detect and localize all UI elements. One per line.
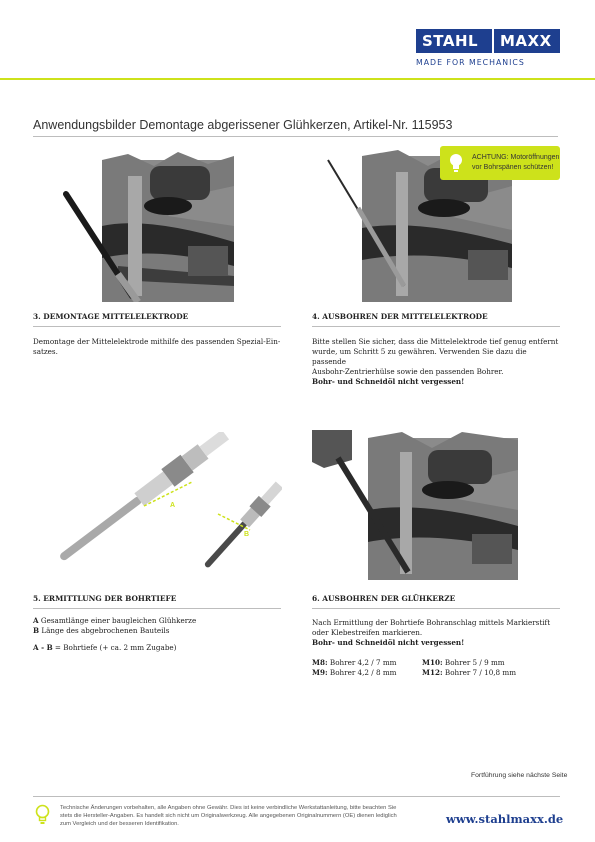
- section-5-title: 5. ERMITTLUNG DER BOHRTIEFE: [33, 594, 177, 603]
- legend-b: B Länge des abgebrochenen Bauteils: [33, 626, 170, 635]
- section-3-line-2: satzes.: [33, 347, 58, 356]
- section-6-title: 6. AUSBOHREN DER GLÜHKERZE: [312, 594, 456, 603]
- drill-row: [312, 668, 532, 678]
- photo-step6-drilling-glow-plug: [312, 430, 554, 580]
- drill-depth-formula: A - B = Bohrtiefe (+ ca. 2 mm Zugabe): [33, 643, 177, 652]
- section-3-line-1: Demontage der Mittelelektrode mithilfe des passenden Spezial-Ein-: [33, 337, 281, 346]
- section-5-text: [33, 616, 283, 653]
- stahlmaxx-logo: [416, 29, 560, 53]
- section-6-line-2: oder Klebestreifen markieren.: [312, 628, 423, 637]
- drill-size-table: [312, 658, 532, 678]
- lightbulb-icon: [35, 804, 50, 826]
- section-5-divider: [33, 608, 281, 609]
- dimension-label-b: B: [244, 531, 250, 538]
- warning-badge: [440, 146, 560, 180]
- warning-line-2: vor Bohrspänen schützen!: [472, 163, 554, 171]
- header-divider: [0, 78, 595, 80]
- page-title: Anwendungsbilder Demontage abgerissener Glühkerzen, Artikel-Nr. 115953: [33, 118, 453, 132]
- brand-tagline: MADE FOR MECHANICS: [416, 58, 525, 67]
- section-3-text: [33, 337, 283, 357]
- lightbulb-icon: [449, 153, 463, 173]
- title-divider: [33, 136, 558, 137]
- section-4-oil-note: Bohr- und Schneidöl nicht vergessen!: [312, 377, 465, 386]
- section-4-line-2: wurde, um Schritt 5 zu gewähren. Verwenden Sie dazu die passende: [312, 347, 527, 366]
- continue-note: Fortführung siehe nächste Seite: [471, 772, 568, 779]
- section-6-text: [312, 618, 562, 648]
- footer-divider: [33, 796, 560, 797]
- section-3-title: 3. DEMONTAGE MITTELELEKTRODE: [33, 312, 189, 321]
- section-4-line-3: Ausbohr-Zentrierhülse sowie den passenden Bohrer.: [312, 367, 504, 376]
- footer-disclaimer: [60, 804, 420, 828]
- section-4-divider: [312, 326, 560, 327]
- section-4-line-1: Bitte stellen Sie sicher, dass die Mittelelektrode tief genug entfernt: [312, 337, 559, 346]
- section-6-oil-note: Bohr- und Schneidöl nicht vergessen!: [312, 638, 465, 647]
- legend-a: A Gesamtlänge einer baugleichen Glühkerze: [33, 616, 197, 625]
- section-4-title: 4. AUSBOHREN DER MITTELELEKTRODE: [312, 312, 488, 321]
- section-6-line-1: Nach Ermittlung der Bohrtiefe Bohranschlag mittels Markierstift: [312, 618, 551, 627]
- website-link[interactable]: www.stahlmaxx.de: [446, 812, 564, 826]
- photo-step5-glow-plugs: [36, 432, 282, 572]
- drill-row: [312, 658, 532, 668]
- section-3-divider: [33, 326, 281, 327]
- footer-line-1: Technische Änderungen vorbehalten, alle Angaben ohne Gewähr. Dies ist keine verbindliche Werkstattanleitung, bitte beachten Sie: [60, 805, 397, 811]
- warning-text: [472, 153, 559, 172]
- drill-entry: M8: Bohrer 4,2 / 7 mm: [312, 658, 397, 667]
- photo-step3-removal: [58, 146, 238, 302]
- section-6-divider: [312, 608, 560, 609]
- drill-entry: M12: Bohrer 7 / 10,8 mm: [422, 668, 517, 677]
- logo-word-stahl: STAHL: [422, 32, 479, 50]
- warning-line-1: ACHTUNG: Motoröffnungen: [472, 154, 560, 161]
- footer-line-3: zum Vergleich und der besseren Identifikation.: [60, 821, 179, 827]
- drill-entry: M9: Bohrer 4,2 / 8 mm: [312, 668, 397, 677]
- logo-word-maxx: MAXX: [492, 29, 552, 53]
- dimension-label-a: A: [170, 502, 176, 509]
- section-4-text: [312, 337, 562, 387]
- footer-line-2: stets die Hersteller-Angaben. Es handelt sich nicht um Originalwerkzeug. Alle angegebenen Originalnummern (OE) dienen lediglich: [60, 813, 397, 819]
- drill-entry: M10: Bohrer 5 / 9 mm: [422, 658, 505, 667]
